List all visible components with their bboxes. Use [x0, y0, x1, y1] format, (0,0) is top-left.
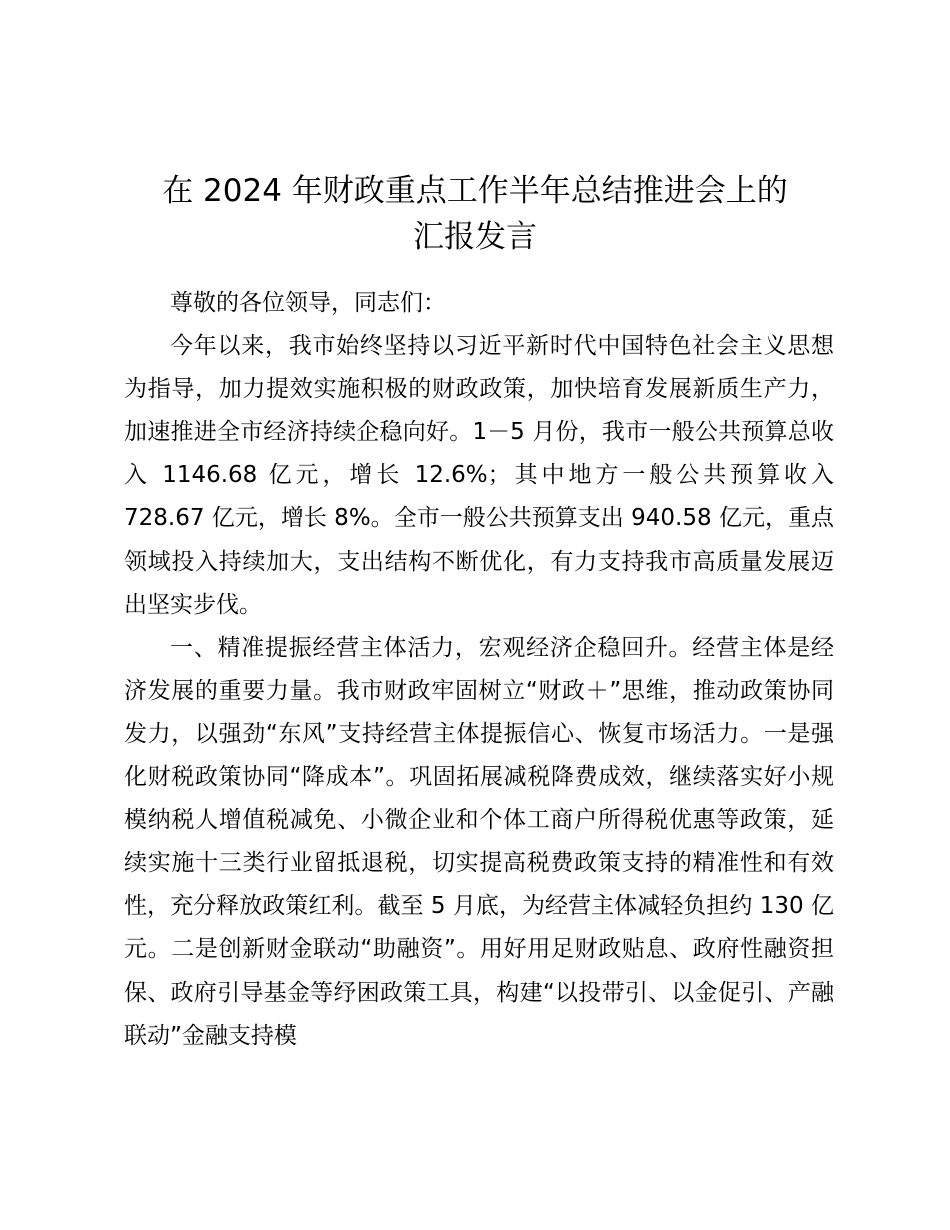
salutation: 尊敬的各位领导，同志们： [170, 290, 446, 316]
paragraph-section-one: 一、精准提振经营主体活力，宏观经济企稳回升。经营主体是经济发展的重要力量。我市财政牢固树立“财政＋”思维，推动政策协同发力，以强劲“东风”支持经营主体提振信心、恢复市场活力。一是强化财税政策协同“降成本”。巩固拓展减税降费成效，继续落实好小规模纳税人增值税减免、小微企业和个体工商户所得税优惠等政策，延续实施十三类行业留抵退税，切实提高税费政策支持的精准性和有效性，充分释放政策红利。截至 5 月底，为经营主体减轻负担约 130 亿元。二是创新财金联动“助融资”。用好用足财政贴息、政府性融资担保、政府引导基金等纾困政策工具，构建“以投带引、以金促引、产融联动”金融支持模 [124, 634, 834, 1049]
document-body [124, 282, 834, 1058]
document-title-line-1: 在 2024 年财政重点工作半年总结推进会上的 [162, 173, 788, 209]
paragraph-intro: 今年以来，我市始终坚持以习近平新时代中国特色社会主义思想为指导，加力提效实施积极的财政政策，加快培育发展新质生产力，加速推进全市经济持续企稳向好。1－5 月份，我市一般公共预算总收入 1146.68 亿元，增长 12.6%；其中地方一般公共预算收入 728.67 亿元，增长 8%。全市一般公共预算支出 940.58 亿元，重点领域投入持续加大，支出结构不断优化，有力支持我市高质量发展迈出坚实步伐。 [124, 333, 834, 618]
document-title-line-2: 汇报发言 [413, 219, 537, 255]
